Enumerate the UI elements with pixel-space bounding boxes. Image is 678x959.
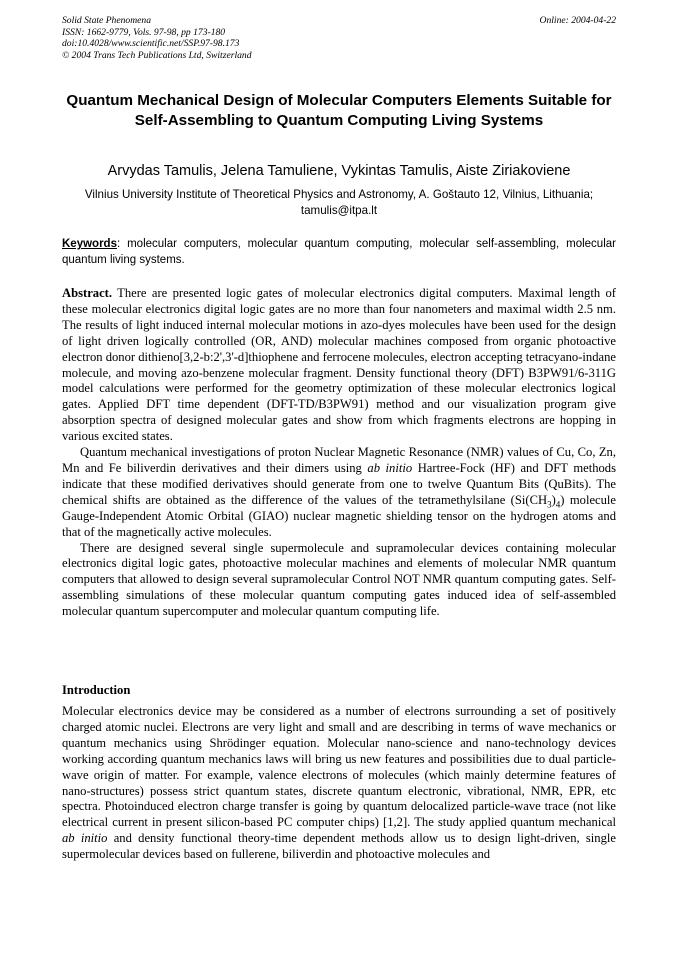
abstract-p2-text-a: Quantum mechanical investigations of proton Nuclear Magnetic Resonance (NMR) values of Cu, Co, Zn, Mn and Fe biliverdin derivatives and their dimers using — [62, 445, 616, 475]
abstract-p2-sub1: 3 — [547, 499, 552, 510]
online-date: Online: 2004-04-22 — [539, 15, 616, 26]
abstract-p2-text-d: ) molecule Gauge-Independent Atomic Orbital (GIAO) nuclear magnetic shielding tensor on the hydrogen atoms and that of the magnetically active molecules. — [62, 492, 617, 539]
intro-text-b: and density functional theory-time dependent methods allow us to design light-driven, single supermolecular devices based on fullerene, biliverdin and photoactive molecules and — [62, 831, 616, 862]
intro-italic: ab initio — [62, 831, 108, 846]
copyright-line: © 2004 Trans Tech Publications Ltd, Switzerland — [62, 49, 252, 61]
abstract-label: Abstract. — [62, 286, 113, 300]
abstract-p2-text-c: ) — [551, 492, 556, 507]
abstract-paragraph-1 — [62, 286, 616, 445]
abstract-paragraph-2 — [62, 445, 616, 540]
abstract-p2-italic: ab initio — [367, 460, 413, 475]
abstract-block — [62, 286, 616, 620]
issn-line: ISSN: 1662-9779, Vols. 97-98, pp 173-180 — [62, 26, 226, 38]
introduction-body — [62, 704, 616, 863]
journal-header — [62, 15, 616, 61]
abstract-p2-text-b: Hartree-Fock (HF) and DFT methods indicate that these modified derivatives should generate from one to twelve Quantum Bits (QuBits). The chemical shifts are obtained as the difference of the values of the tetramethylsilane (Si(CH — [62, 460, 616, 507]
introduction-heading: Introduction — [62, 683, 131, 697]
paper-title: Quantum Mechanical Design of Molecular Computers Elements Suitable for Self-Assembling to Quantum Computing Living Systems — [66, 92, 612, 129]
abstract-p1-text: There are presented logic gates of molecular electronics digital computers. Maximal length of these molecular electronics digital logic gates are no more than four nanometers and maximal width 2.5 nm. The results of light induced internal molecular motions in azo-dyes molecules have been used for the design of light driven logically controlled (OR, AND) molecular machines composed from organic photoactive electron donor dithieno[3,2-b:2',3'-d]thiophene and ferrocene molecules, electron accepting tetracyano-indane molecule, and moving azo-benzene molecular fragment. Density functional theory (DFT) B3PW91/6-311G model calculations were performed for the geometry optimization of these molecular electronics logical gates. Applied DFT time dependent (DFT-TD/B3PW91) method and our visualization program give absorption spectra of designed molecular gates and show from which fragments electrons are hopping in various excited states. — [62, 286, 616, 444]
keywords-label: Keywords — [62, 238, 117, 250]
abstract-paragraph-3: There are designed several single supermolecule and supramolecular devices containing molecular electronics digital logic gates, photoactive molecular machines and elements of molecular NMR quantum computers that allowed to design several supramolecular Control NOT NMR quantum computing gates. Self-assembling simulations of these molecular quantum computing gates induced idea of self-assembled molecular quantum supercomputer and molecular quantum computing life. — [62, 540, 616, 619]
introduction-paragraph — [62, 704, 616, 863]
affiliation: Vilnius University Institute of Theoretical Physics and Astronomy, A. Goštauto 12, Vilnius, Lithuania; tamulis@itpa.lt — [84, 188, 594, 217]
author-list: Arvydas Tamulis, Jelena Tamuliene, Vykintas Tamulis, Aiste Ziriakoviene — [107, 163, 571, 179]
abstract-p2-sub2: 4 — [555, 499, 561, 510]
keywords-block — [62, 236, 616, 268]
intro-text-a: Molecular electronics device may be considered as a number of electrons surrounding a set of positively charged atomic nuclei. Electrons are very light and small and are describing in terms of wave mechanics or quantum mechanics using Shrödinger equation. Molecular nano-science and nano-technology devices working according quantum mechanics laws will bring us new features and possibilities due to dual particle-wave origin of matter. For example, valence electrons of molecules (which mainly determine features of nano-structures) possess strict quantum states, discrete quantum electronic, vibrational, NMR, EPR, etc spectra. Photoinduced electron charge transfer is going by quantum delocalized particle-wave trace (not like electrical current in present silicon-based PC computer chips) [1,2]. The study applied quantum mechanical — [62, 704, 616, 830]
doi-line: doi:10.4028/www.scientific.net/SSP.97-98.173 — [62, 38, 240, 50]
keywords-colon: : — [116, 238, 128, 250]
keywords-text: molecular computers, molecular quantum computing, molecular self-assembling, molecular quantum living systems. — [62, 238, 616, 266]
journal-name: Solid State Phenomena — [62, 15, 151, 26]
